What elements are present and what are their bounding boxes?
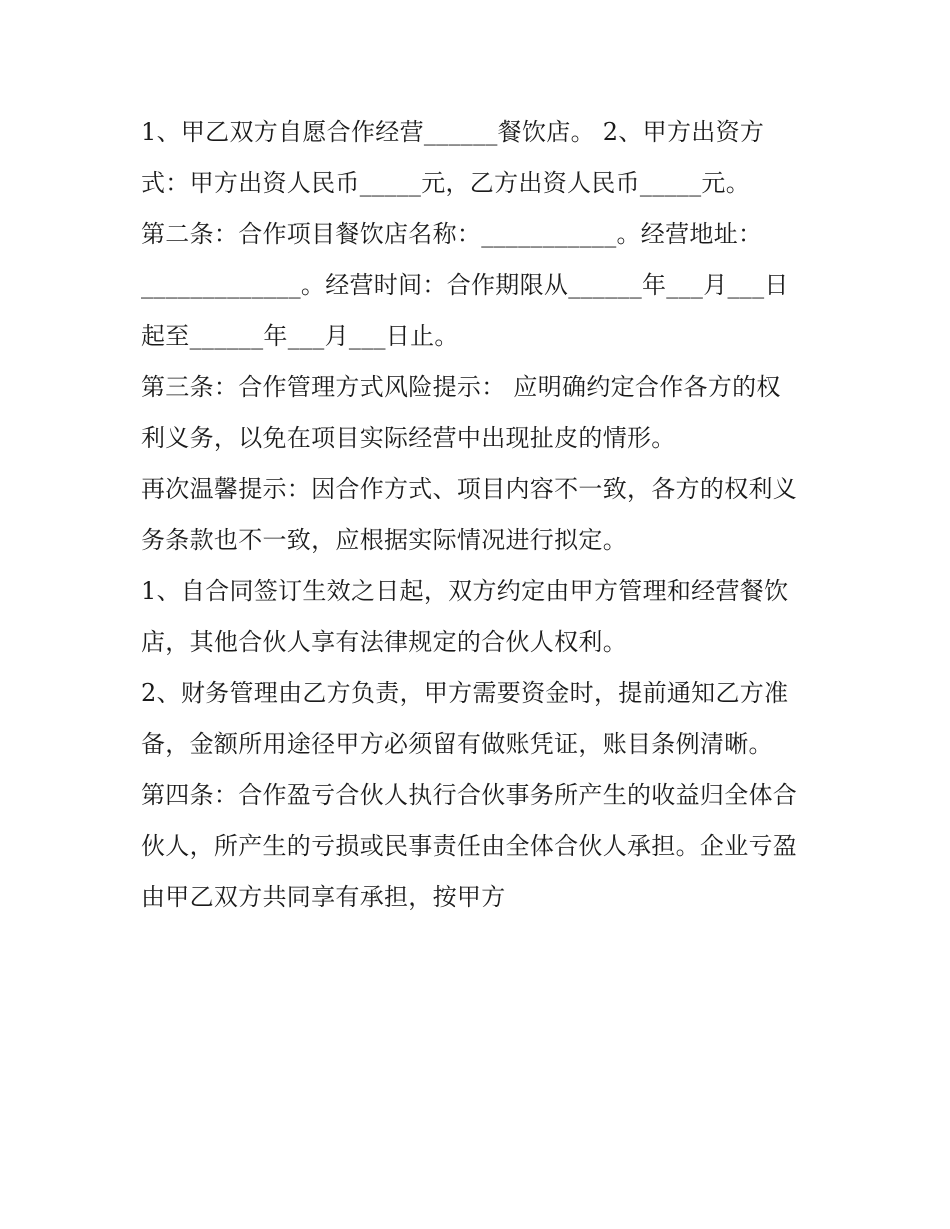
text-line: 伙人，所产生的亏损或民事责任由全体合伙人承担。企业亏盈 — [141, 832, 798, 860]
text-line: 1、自合同签订生效之日起，双方约定由甲方管理和经营餐饮 — [141, 577, 789, 605]
text-line: 备，金额所用途径甲方必须留有做账凭证，账目条例清晰。 — [141, 730, 773, 758]
text-line: 由甲乙双方共同享有承担，按甲方 — [141, 883, 506, 911]
text-line: _____________。经营时间：合作期限从______年___月___日 — [141, 271, 789, 299]
text-line: 式：甲方出资人民币_____元，乙方出资人民币_____元。 — [141, 169, 750, 197]
text-line: 第二条：合作项目餐饮店名称：___________。经营地址： — [141, 220, 763, 248]
text-line: 店，其他合伙人享有法律规定的合伙人权利。 — [141, 628, 627, 656]
text-line: 起至______年___月___日止。 — [141, 322, 459, 350]
text-line: 利义务，以免在项目实际经营中出现扯皮的情形。 — [141, 424, 676, 452]
text-line: 第三条：合作管理方式风险提示： 应明确约定合作各方的权 — [141, 373, 781, 401]
document-body — [141, 107, 821, 923]
text-line: 2、财务管理由乙方负责，甲方需要资金时，提前通知乙方准 — [141, 679, 789, 707]
text-line: 第四条：合作盈亏合伙人执行合伙事务所产生的收益归全体合 — [141, 781, 798, 809]
text-line: 1、甲乙双方自愿合作经营______餐饮店。 2、甲方出资方 — [141, 118, 765, 146]
text-line: 再次温馨提示：因合作方式、项目内容不一致，各方的权利义 — [141, 475, 798, 503]
text-line: 务条款也不一致，应根据实际情况进行拟定。 — [141, 526, 627, 554]
